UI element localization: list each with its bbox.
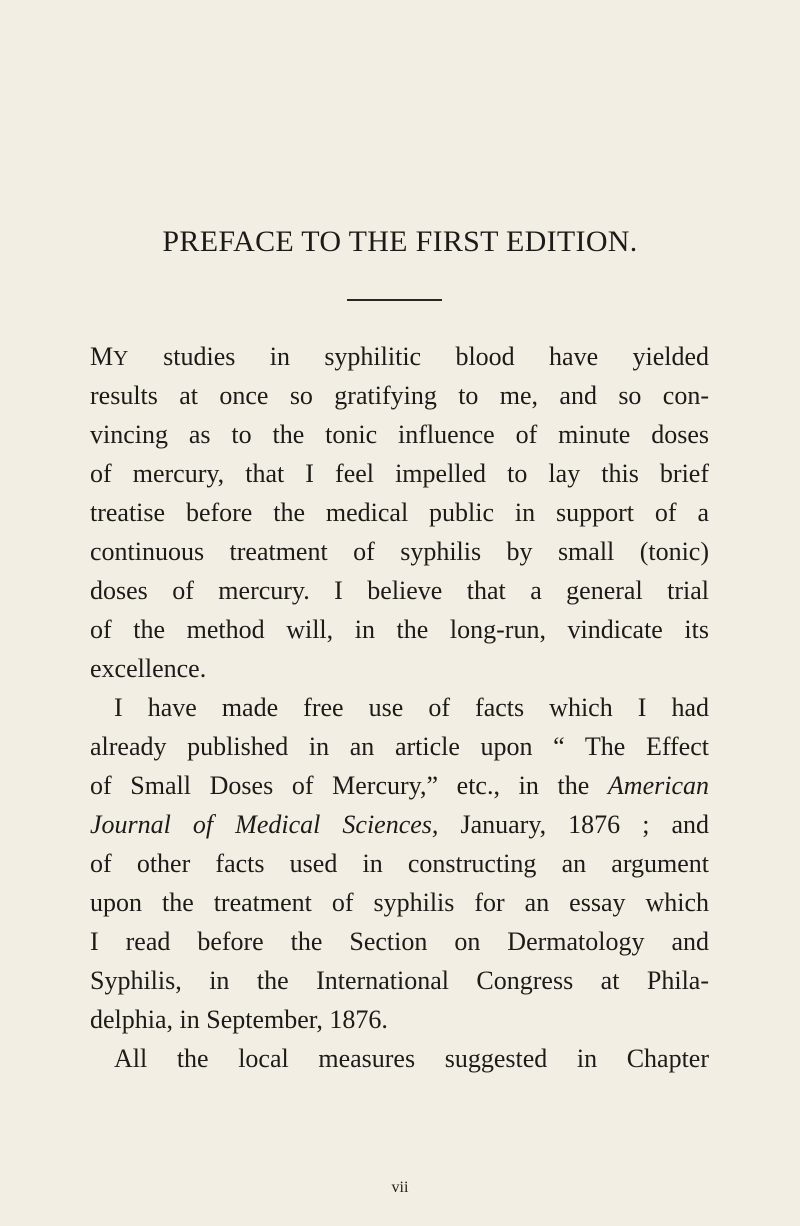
text-line-6: continuous treatment of syphilis by small (tonic) [90, 537, 709, 566]
text-line-2: results at once so gratifying to me, and so con- [90, 381, 709, 410]
text-line-10: I have made free use of facts which I had [114, 693, 709, 722]
text-line-4: of mercury, that I feel impelled to lay this brief [90, 459, 709, 488]
text-line-17: Syphilis, in the International Congress at Phila- [90, 966, 709, 995]
text-line-3: vincing as to the tonic influence of minute doses [90, 420, 709, 449]
journal-title-part-2: Journal of Medical Sciences, [90, 810, 439, 839]
text-line-18: delphia, in September, 1876. [90, 1005, 388, 1034]
text-line-14: of other facts used in constructing an argument [90, 849, 709, 878]
title-rule [347, 299, 442, 301]
text-line-19: All the local measures suggested in Chapter [114, 1044, 709, 1073]
page-title: PREFACE TO THE FIRST EDITION. [162, 225, 638, 258]
text-line-9: excellence. [90, 654, 207, 683]
text-line-7: doses of mercury. I believe that a general trial [90, 576, 709, 605]
text-line-16: I read before the Section on Dermatology and [90, 927, 709, 956]
drop-letter: M [90, 342, 114, 371]
text-line-15: upon the treatment of syphilis for an essay which [90, 888, 709, 917]
journal-title-part-1: American [607, 771, 709, 800]
text-line-8: of the method will, in the long-run, vindicate its [90, 615, 709, 644]
page-number: vii [391, 1179, 409, 1196]
small-caps-letter: Y [113, 346, 129, 370]
text-line-11: already published in an article upon “ The Effect [90, 732, 709, 761]
text-line-5: treatise before the medical public in support of a [90, 498, 709, 527]
text-line-13: Journal of Medical Sciences, January, 1876 ; and [90, 810, 710, 839]
text-line-12: of Small Doses of Mercury,” etc., in the American [90, 771, 709, 800]
text-line-1: MY studies in syphilitic blood have yielded [90, 342, 709, 371]
